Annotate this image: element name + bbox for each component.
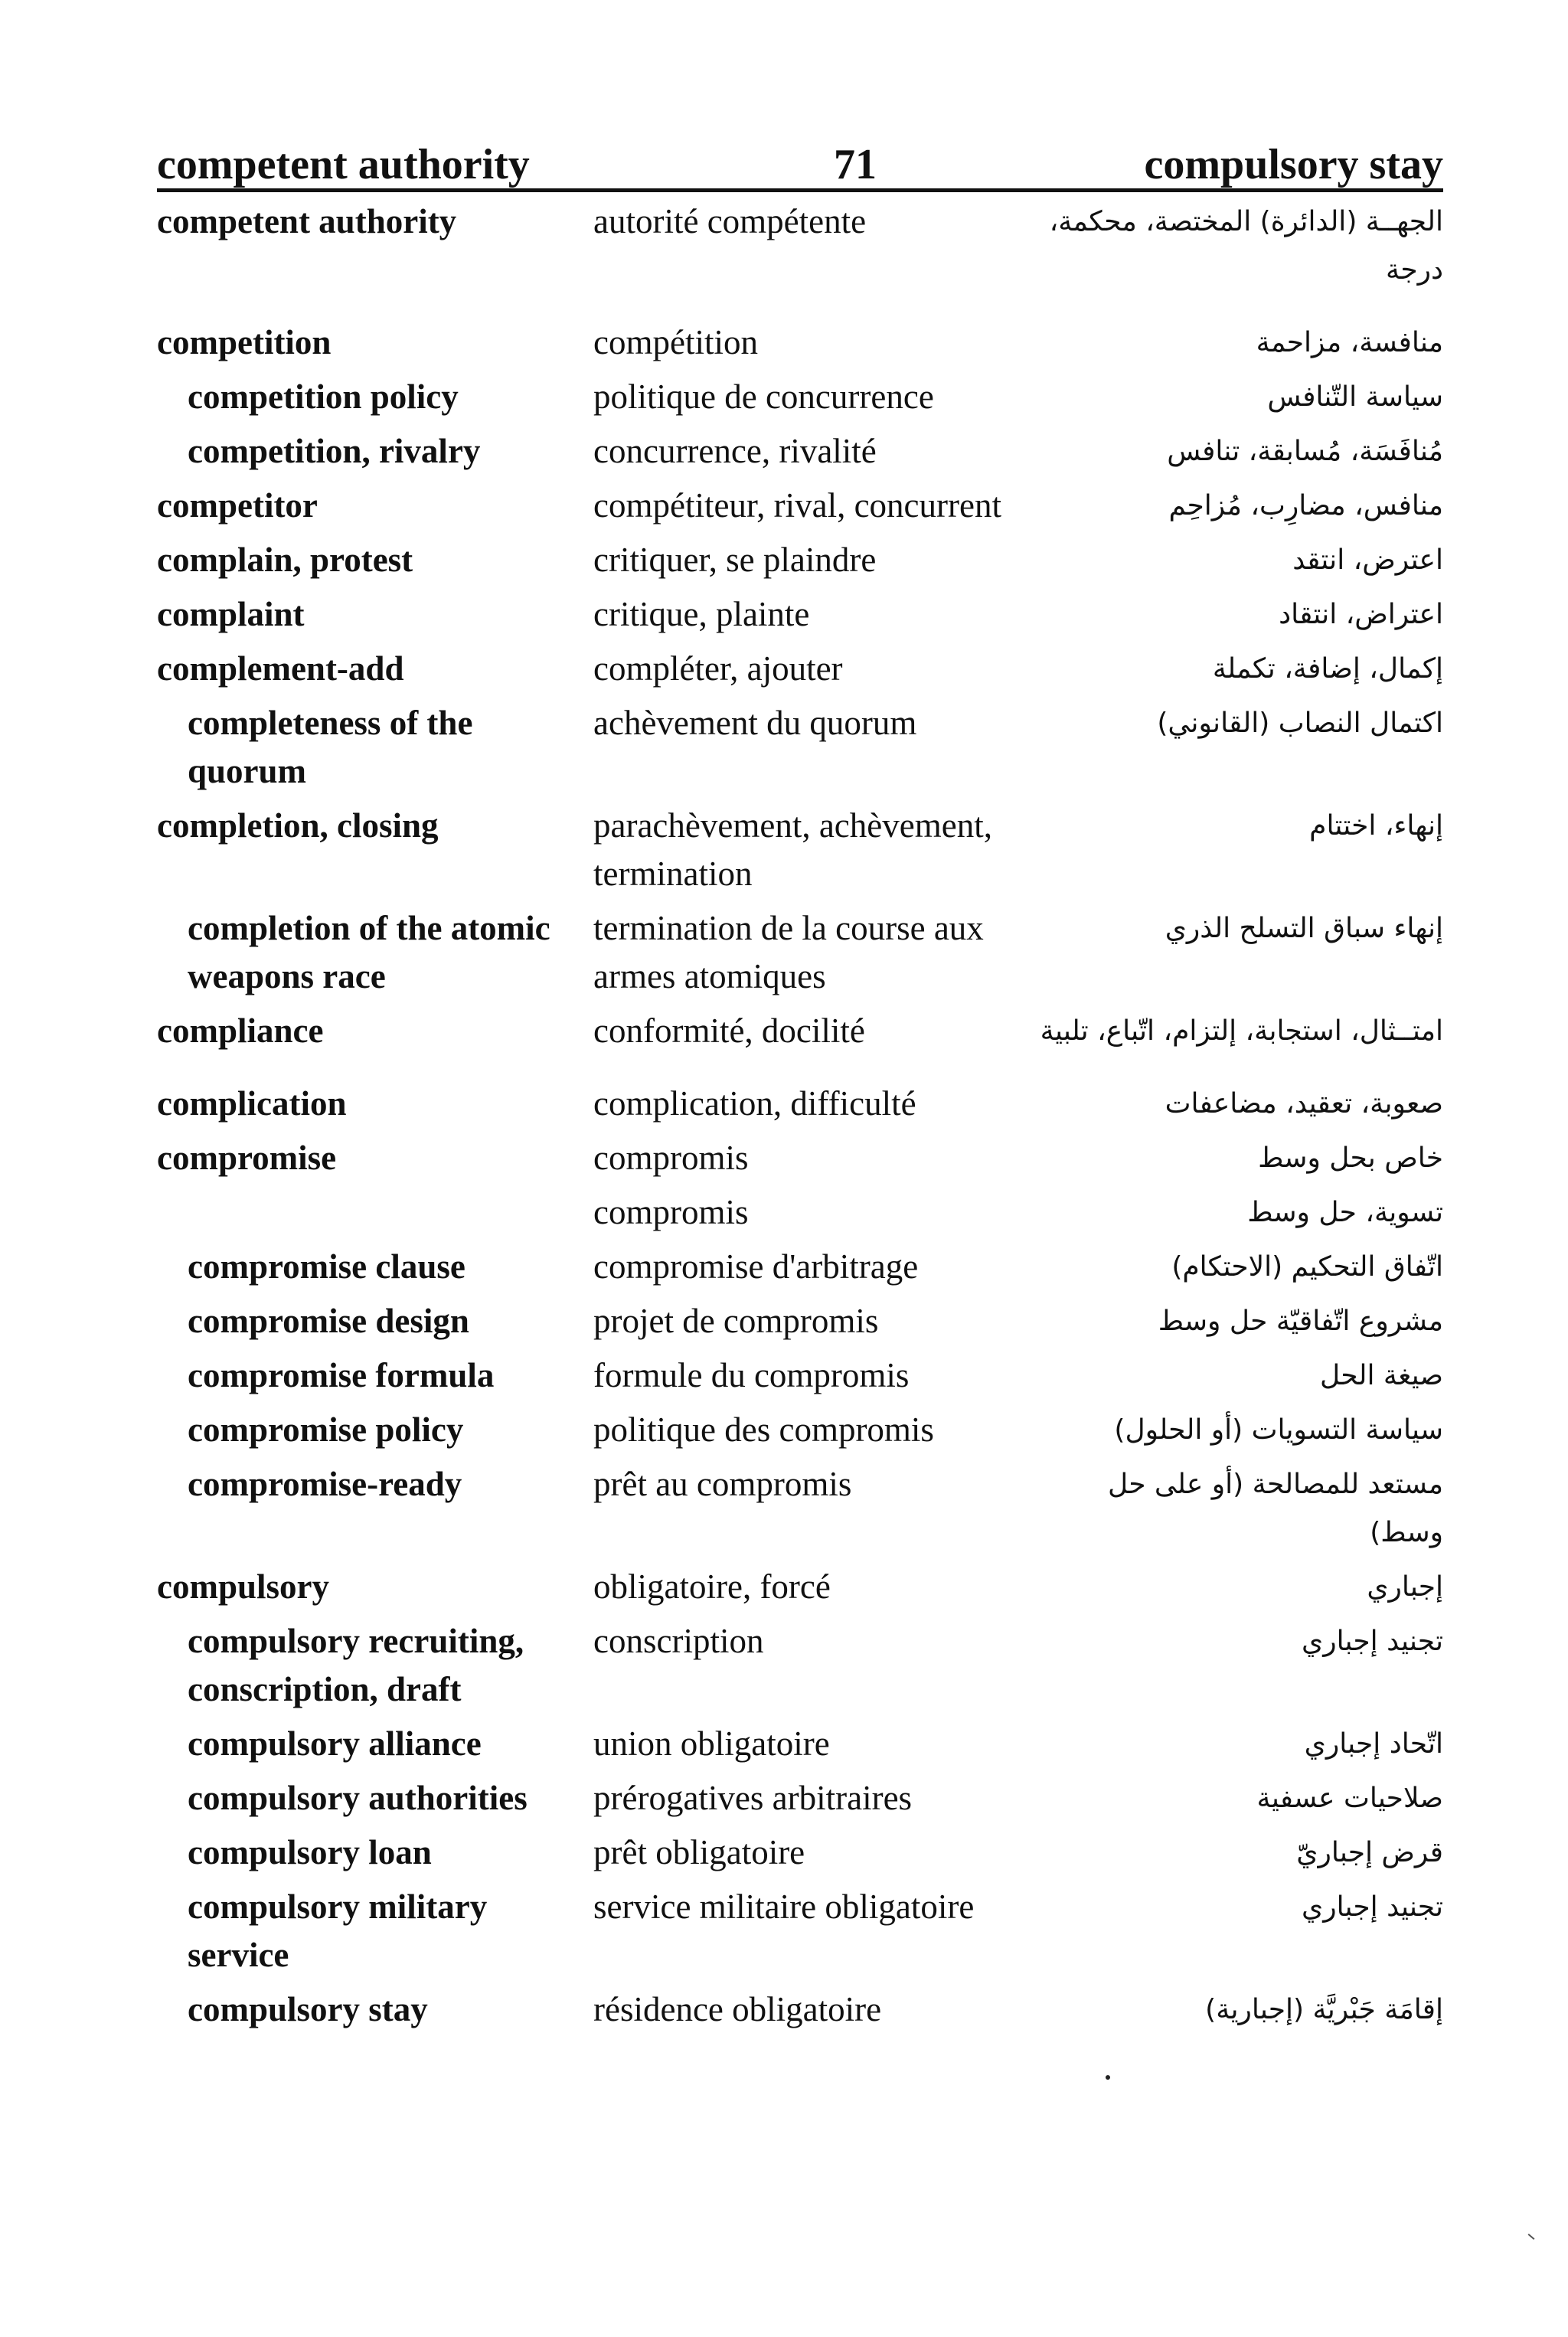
french-term: termination de la course aux armes atomiques xyxy=(593,909,984,995)
english-term: compromise clause xyxy=(188,1247,466,1286)
english-term: complaint xyxy=(157,595,305,633)
stray-mark xyxy=(1528,2234,1535,2240)
english-term: compromise xyxy=(157,1139,337,1177)
french-term: projet de compromis xyxy=(593,1302,879,1340)
arabic-term: امتــثال، استجابة، إلتزام، اتّباع، تلبية xyxy=(1040,1015,1443,1047)
dictionary-entry xyxy=(157,802,1443,898)
arabic-term: اكتمال النصاب (القانوني) xyxy=(1157,708,1443,739)
french-term: prêt obligatoire xyxy=(593,1833,805,1871)
english-term: compromise design xyxy=(188,1302,469,1340)
arabic-term: اتّفاق التحكيم (الاحتكام) xyxy=(1171,1251,1443,1283)
english-term: completion of the atomic weapons race xyxy=(188,909,550,995)
french-term: compétition xyxy=(593,323,758,361)
english-term: complain, protest xyxy=(157,541,413,579)
arabic-term: مستعد للمصالحة (أو على حل وسط) xyxy=(1107,1469,1443,1548)
english-term: compulsory recruiting, conscription, draft xyxy=(188,1622,524,1708)
arabic-term: اعترض، انتقد xyxy=(1292,544,1443,576)
arabic-term: صعوبة، تعقيد، مضاعفات xyxy=(1165,1088,1443,1119)
page-number: 71 xyxy=(834,141,877,188)
dictionary-entry xyxy=(157,1134,1443,1182)
dictionary-entry xyxy=(157,1406,1443,1454)
french-term: politique de concurrence xyxy=(593,378,934,416)
french-term: critiquer, se plaindre xyxy=(593,541,877,579)
arabic-term: منافسة، مزاحمة xyxy=(1256,327,1443,358)
dictionary-entry xyxy=(157,1883,1443,1979)
dictionary-entry xyxy=(157,1774,1443,1822)
french-term: autorité compétente xyxy=(593,202,867,240)
arabic-term: إجباري xyxy=(1367,1571,1443,1603)
dictionary-entry xyxy=(157,482,1443,530)
dictionary-entry xyxy=(157,1007,1443,1055)
arabic-term: سياسة التّنافس xyxy=(1267,381,1443,413)
dictionary-entry xyxy=(157,645,1443,693)
arabic-term: صلاحيات عسفية xyxy=(1256,1783,1443,1814)
english-term: compulsory alliance xyxy=(188,1724,482,1763)
dictionary-entry xyxy=(157,904,1443,1001)
french-term: compléter, ajouter xyxy=(593,649,843,688)
english-term: compulsory authorities xyxy=(188,1779,528,1817)
english-term: complement-add xyxy=(157,649,404,688)
arabic-term: اتّحاد إجباري xyxy=(1304,1728,1443,1760)
english-term: complication xyxy=(157,1084,347,1123)
french-term: compromise d'arbitrage xyxy=(593,1247,919,1286)
dictionary-entries xyxy=(157,198,1443,2040)
running-header xyxy=(157,130,1443,192)
arabic-term: اعتراض، انتقاد xyxy=(1279,599,1443,630)
arabic-term: إنهاء، اختتام xyxy=(1309,810,1443,842)
dictionary-entry xyxy=(157,699,1443,796)
french-term: obligatoire, forcé xyxy=(593,1567,831,1606)
dictionary-entry xyxy=(157,427,1443,476)
dictionary-entry xyxy=(157,1460,1443,1557)
french-term: prêt au compromis xyxy=(593,1465,852,1503)
french-term: achèvement du quorum xyxy=(593,704,917,742)
header-first-term: competent authority xyxy=(157,141,530,188)
english-term: compromise policy xyxy=(188,1410,464,1449)
french-term: compromis xyxy=(593,1139,749,1177)
dictionary-entry xyxy=(157,1617,1443,1714)
dictionary-entry xyxy=(157,536,1443,584)
french-term: critique, plainte xyxy=(593,595,810,633)
arabic-term: صيغة الحل xyxy=(1319,1360,1443,1391)
french-term: formule du compromis xyxy=(593,1356,910,1394)
english-term: competitor xyxy=(157,486,318,525)
french-term: compromis xyxy=(593,1193,749,1231)
french-term: parachèvement, achèvement, termination xyxy=(593,806,992,893)
dictionary-entry xyxy=(157,1720,1443,1768)
english-term: completeness of the quorum xyxy=(188,704,473,790)
english-term: competition, rivalry xyxy=(188,432,481,470)
dictionary-entry xyxy=(157,1829,1443,1877)
arabic-term: تجنيد إجباري xyxy=(1302,1626,1443,1657)
arabic-term: منافس، مضارِب، مُزاحِم xyxy=(1168,490,1443,521)
dictionary-entry xyxy=(157,373,1443,421)
arabic-term: إكمال، إضافة، تكملة xyxy=(1212,653,1443,685)
french-term: compétiteur, rival, concurrent xyxy=(593,486,1001,525)
dictionary-entry xyxy=(157,198,1443,294)
dictionary-entry xyxy=(157,1243,1443,1291)
dictionary-entry xyxy=(157,1188,1443,1237)
english-term: compromise formula xyxy=(188,1356,495,1394)
dictionary-entry xyxy=(157,319,1443,367)
arabic-term: إنهاء سباق التسلح الذري xyxy=(1165,913,1443,944)
arabic-term: سياسة التسويات (أو الحلول) xyxy=(1114,1414,1443,1446)
arabic-term: قرض إجباريّ xyxy=(1296,1837,1443,1868)
dictionary-entry xyxy=(157,1080,1443,1128)
dictionary-entry xyxy=(157,1297,1443,1345)
dictionary-entry xyxy=(157,590,1443,639)
french-term: union obligatoire xyxy=(593,1724,830,1763)
english-term: competent authority xyxy=(157,202,457,240)
arabic-term: الجهــة (الدائرة) المختصة، محكمة، درجة xyxy=(1049,206,1443,286)
header-last-term: compulsory stay xyxy=(1144,141,1443,188)
arabic-term: تسوية، حل وسط xyxy=(1247,1197,1443,1228)
stray-dot xyxy=(1106,2075,1110,2080)
dictionary-entry xyxy=(157,1986,1443,2034)
french-term: politique des compromis xyxy=(593,1410,934,1449)
english-term: compulsory military service xyxy=(188,1888,488,1974)
arabic-term: خاص بحل وسط xyxy=(1258,1142,1443,1174)
arabic-term: مُنافَسَة، مُسابقة، تنافس xyxy=(1167,436,1443,467)
french-term: prérogatives arbitraires xyxy=(593,1779,913,1817)
french-term: conformité, docilité xyxy=(593,1012,865,1050)
arabic-term: إقامَة جَبْريَّة (إجبارية) xyxy=(1205,1994,1443,2025)
arabic-term: تجنيد إجباري xyxy=(1302,1891,1443,1923)
english-term: completion, closing xyxy=(157,806,439,845)
english-term: competition policy xyxy=(188,378,459,416)
french-term: complication, difficulté xyxy=(593,1084,916,1123)
english-term: compulsory loan xyxy=(188,1833,432,1871)
english-term: competition xyxy=(157,323,332,361)
french-term: conscription xyxy=(593,1622,764,1660)
dictionary-entry xyxy=(157,1563,1443,1611)
arabic-term: مشروع اتّفاقيّة حل وسط xyxy=(1158,1306,1443,1337)
french-term: service militaire obligatoire xyxy=(593,1888,975,1926)
dictionary-entry xyxy=(157,1352,1443,1400)
english-term: compulsory xyxy=(157,1567,329,1606)
french-term: concurrence, rivalité xyxy=(593,432,877,470)
english-term: compliance xyxy=(157,1012,324,1050)
english-term: compromise-ready xyxy=(188,1465,462,1503)
french-term: résidence obligatoire xyxy=(593,1990,882,2028)
english-term: compulsory stay xyxy=(188,1990,428,2028)
